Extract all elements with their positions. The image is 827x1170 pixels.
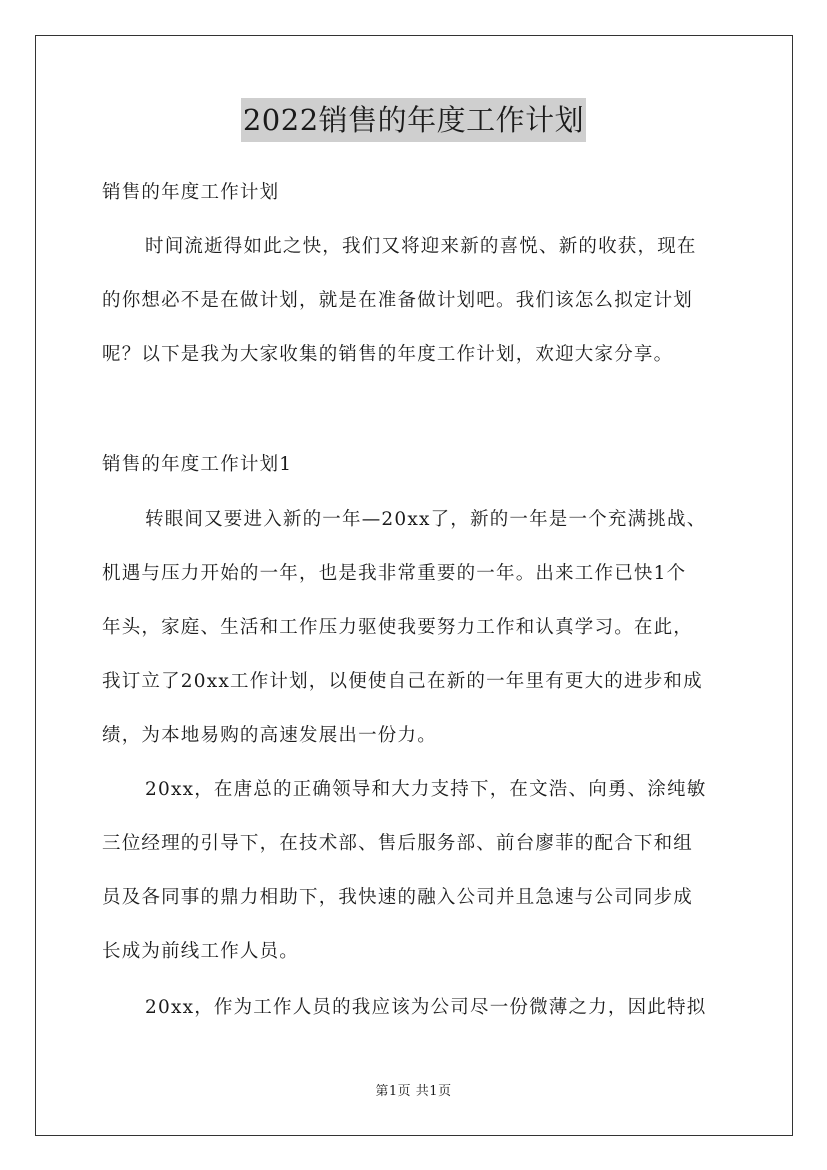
subtitle: 销售的年度工作计划 bbox=[102, 182, 280, 203]
para1-line-1: 转眼间又要进入新的一年—20xx了，新的一年是一个充满挑战、 bbox=[145, 509, 707, 530]
intro-line-1: 时间流逝得如此之快，我们又将迎来新的喜悦、新的收获，现在 bbox=[145, 236, 697, 257]
para1-line-5: 绩，为本地易购的高速发展出一份力。 bbox=[102, 725, 437, 746]
intro-line-3: 呢？以下是我为大家收集的销售的年度工作计划，欢迎大家分享。 bbox=[102, 344, 674, 365]
para2-line-4: 长成为前线工作人员。 bbox=[102, 941, 300, 962]
intro-line-2: 的你想必不是在做计划，就是在准备做计划吧。我们该怎么拟定计划 bbox=[102, 290, 694, 311]
title-container bbox=[0, 98, 827, 142]
document-title: 2022销售的年度工作计划 bbox=[241, 98, 586, 142]
para1-line-3: 年头，家庭、生活和工作压力驱使我要努力工作和认真学习。在此， bbox=[102, 617, 694, 638]
para1-line-2: 机遇与压力开始的一年，也是我非常重要的一年。出来工作已快1个 bbox=[102, 563, 687, 584]
page-footer: 第1页 共1页 bbox=[375, 1084, 452, 1099]
para2-line-1: 20xx，在唐总的正确领导和大力支持下，在文浩、向勇、涂纯敏 bbox=[145, 779, 707, 800]
section-heading: 销售的年度工作计划1 bbox=[102, 454, 293, 475]
para1-line-4: 我订立了20xx工作计划，以便使自己在新的一年里有更大的进步和成 bbox=[102, 671, 703, 692]
para2-line-2: 三位经理的引导下，在技术部、售后服务部、前台廖菲的配合下和组 bbox=[102, 833, 694, 854]
para3-line-1: 20xx，作为工作人员的我应该为公司尽一份微薄之力，因此特拟 bbox=[145, 997, 707, 1018]
para2-line-3: 员及各同事的鼎力相助下，我快速的融入公司并且急速与公司同步成 bbox=[102, 887, 694, 908]
